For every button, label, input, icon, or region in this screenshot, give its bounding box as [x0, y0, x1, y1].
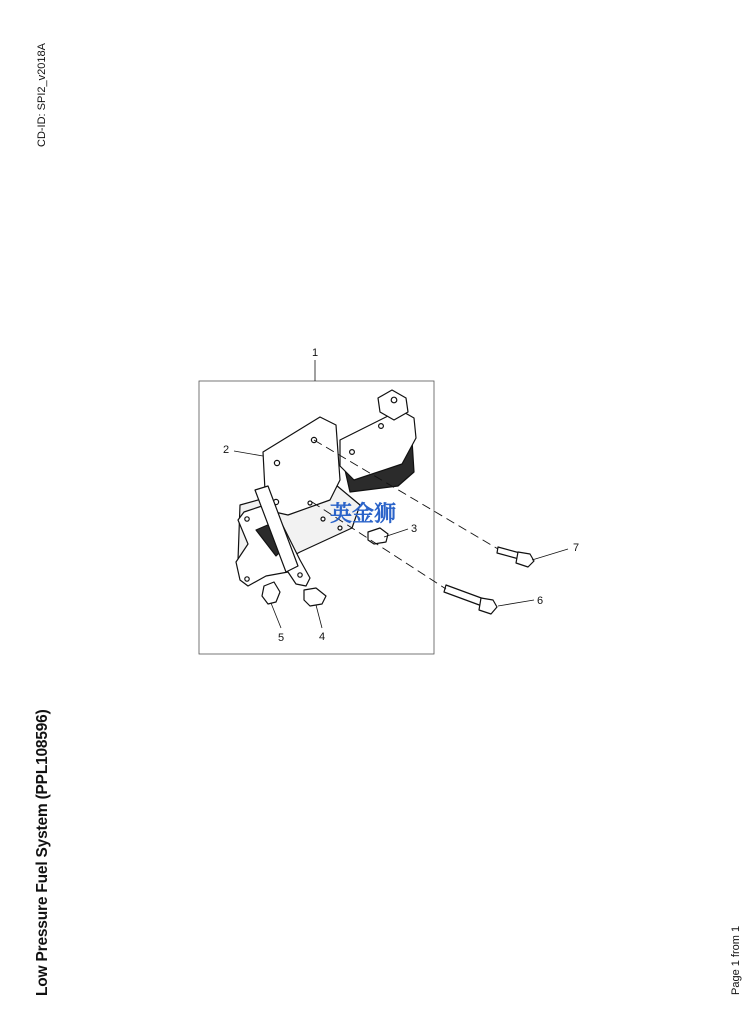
callout-6: 6: [537, 595, 544, 607]
callout-4: 4: [319, 631, 326, 643]
page-indicator: Page 1 from 1: [730, 925, 742, 995]
cd-id-label: CD-ID: SPI2_v2018A: [36, 43, 48, 147]
callout-2: 2: [223, 444, 230, 456]
callout-3: 3: [411, 523, 418, 535]
watermark: 英金狮: [330, 502, 397, 527]
callout-1: 1: [312, 347, 319, 359]
callout-7: 7: [573, 542, 580, 554]
document-title: Low Pressure Fuel System (PPL108596): [34, 709, 51, 996]
callout-5: 5: [278, 632, 285, 644]
